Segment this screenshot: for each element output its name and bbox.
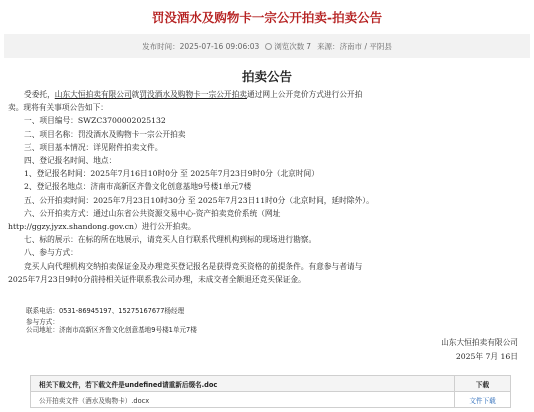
auction-time: 五、公开拍卖时间：2025年7月23日10时30分 至 2025年7月23日11时0分（北京时间，延时除外）。 (24, 195, 374, 205)
registration-place: 2、登记报名地点：济南市高新区齐鲁文化创意基地9号楼1单元7楼 (24, 182, 252, 192)
publish-time-value: 2025-07-16 09:06:03 (179, 41, 260, 51)
view-count (265, 41, 311, 52)
region-value: 济南市 / 平阴县 (339, 41, 392, 51)
attachments-table (30, 375, 511, 408)
page-title: 罚没酒水及购物卡一宗公开拍卖-拍卖公告 (151, 10, 383, 25)
table-row (31, 392, 511, 408)
attachments-header-name: 相关下载文件，若下载文件是undefined请重新后缀名.doc (31, 376, 455, 392)
project-number: 一、项目编号：SWZC3700002025132 (24, 116, 166, 126)
company-address: 公司地址：济南市高新区齐鲁文化创意基地9号楼1单元7楼 (26, 326, 197, 334)
participation-text: 竞买人向代理机构交纳拍卖保证金及办理竞买登记报名是获得竞买资格的前提条件。有意参与者请与 (24, 261, 363, 271)
publish-time (142, 41, 259, 52)
registration-time: 1、登记报名时间：2025年7月16日10时0分 至 2025年7月23日9时0分（北京时间） (24, 169, 319, 179)
attachment-filename: 公开拍卖文件（酒水及购物卡）.docx (31, 392, 455, 408)
meta-bar (4, 34, 530, 58)
intro-text: 就 (131, 90, 140, 99)
view-count-value: 7 (306, 41, 312, 51)
intro-line-2: 卖。现将有关事项公告如下： (8, 103, 108, 113)
auction-method: 六、公开拍卖方式：通过山东省公共资源交易中心-资产拍卖竞价系统（网址 (24, 208, 281, 218)
project-info: 三、项目基本情况：详见附件拍卖文件。 (24, 142, 163, 152)
registration-heading: 四、登记报名时间、地点： (24, 156, 117, 166)
file-download-link[interactable]: 文件下载 (469, 396, 496, 405)
region-label: 来源： (317, 41, 340, 51)
project-name: 二、项目名称：罚没酒水及购物卡一宗公开拍卖 (24, 129, 186, 139)
participation-heading: 八、参与方式： (24, 248, 78, 258)
project-link[interactable]: 罚没酒水及购物卡一宗公开拍卖 (139, 90, 247, 99)
participation-text-2: 2025年7月23日9时0分前持相关证件联系我公司办理，未成交者全额退还竞买保证金。 (8, 274, 306, 284)
intro-line (8, 88, 528, 101)
company-link[interactable]: 山东大恒拍卖有限公司 (54, 90, 132, 99)
signature-company: 山东大恒拍卖有限公司 (441, 338, 518, 347)
publish-time-label: 发布时间： (142, 41, 180, 51)
region (317, 41, 392, 52)
intro-text: 受委托， (24, 90, 55, 99)
display-info: 七、标的展示：在标的所在地展示，请竞买人自行联系代理机构到标的现场进行勘察。 (24, 235, 317, 245)
attachment-download-cell (455, 392, 511, 408)
signature-date: 2025年 7月 16日 (455, 352, 518, 361)
attachments-header-download: 下载 (455, 376, 511, 392)
eye-icon (265, 43, 272, 50)
auction-url: http://ggzy.jyzx.shandong.gov.cn）进行公开拍卖。 (8, 222, 196, 232)
view-count-label: 浏览次数 (274, 41, 305, 51)
intro-text: 通过网上公开竞价方式进行公开拍 (247, 90, 363, 99)
attachments-header-row (31, 376, 511, 392)
notice-body (8, 88, 528, 286)
participation-label: 参与方式： (26, 318, 59, 326)
notice-title: 拍卖公告 (241, 69, 292, 84)
contact-phone: 联系电话：0531-86945197、15275167677杨经理 (26, 307, 185, 315)
